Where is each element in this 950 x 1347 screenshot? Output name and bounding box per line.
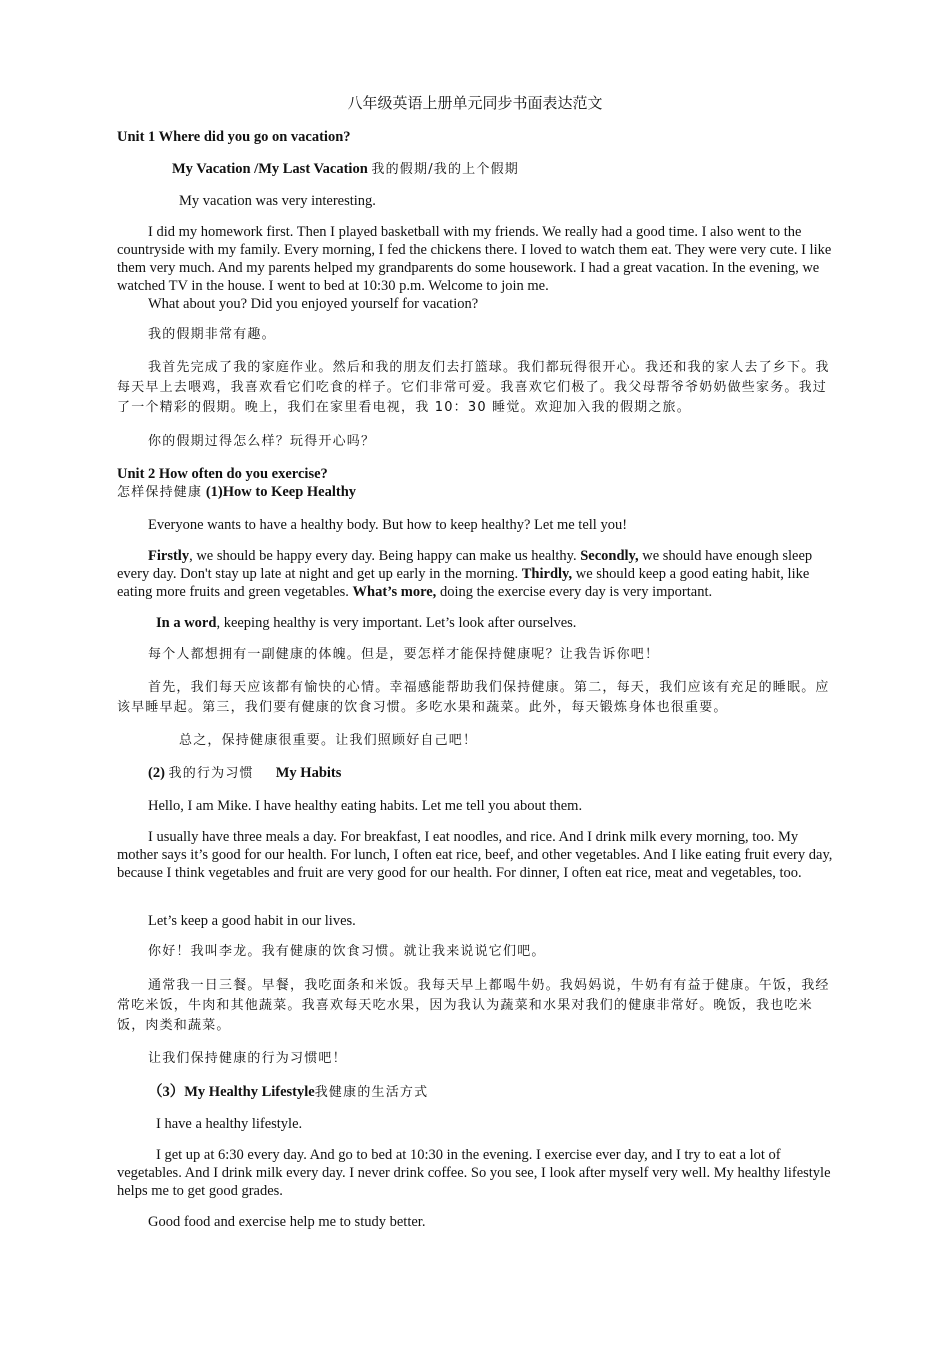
part3-p1: I have a healthy lifestyle. [156,1116,303,1132]
document-title: 八年级英语上册单元同步书面表达范文 [347,94,603,112]
unit2-part1-title [117,483,835,503]
part3-p2: I get up at 6:30 every day. And go to bed at 10:30 in the evening. I exercise ever day, and I try to eat a lot of vegetables. And I drink milk every day. I never drink coffee. So you see, I look after myself very well. My healthy lifestyle helps me to get good grades. [117,1147,831,1199]
part1-p2 [117,547,835,601]
part3-p3: Good food and exercise help me to study better. [148,1214,426,1230]
unit2-heading: Unit 2 How often do you exercise? [117,466,328,482]
word-in-a-word: In a word [156,615,217,631]
part1-p3 [156,614,836,632]
part1-title-zh: 怎样保持健康 [117,485,203,500]
part1-zh1: 每个人都想拥有一副健康的体魄。但是，要怎样才能保持健康呢？让我告诉你吧！ [148,647,660,662]
word-firstly: Firstly [148,548,190,564]
part2-p1: Hello, I am Mike. I have healthy eating habits. Let me tell you about them. [148,798,583,814]
part2-title-zh: 我的行为习惯 [168,766,254,781]
unit1-zh-intro: 我的假期非常有趣。 [148,327,276,342]
word-thirdly: Thirdly, [521,566,573,582]
part1-zh2: 首先，我们每天应该都有愉快的心情。幸福感能帮助我们保持健康。第二，每天，我们应该有充足的睡眠。应该早睡早起。第三，我们要有健康的饮食习惯。多吃水果和蔬菜。此外，每天锻炼身体也很重要。 [117,680,830,715]
unit1-zh-closing: 你的假期过得怎么样？玩得开心吗？ [148,434,376,449]
unit1-closing: What about you? Did you enjoyed yourself for vacation? [148,296,479,312]
unit1-heading: Unit 1 Where did you go on vacation? [117,129,351,145]
word-secondly: Secondly, [580,548,639,564]
part1-text-2: we should have enough sleep every day. Don't stay up late at night and get up early in the morning. [117,548,813,582]
part1-text-1: , we should be happy every day. Being happy can make us healthy. [189,548,581,564]
unit2-part3-title [148,1083,828,1103]
part1-text-4: doing the exercise every day is very important. [436,584,713,600]
part3-title-en: My Healthy Lifestyle [184,1084,315,1100]
part2-num: (2) [148,765,165,781]
unit1-subtitle-zh: 我的假期/我的上个假期 [371,162,519,177]
word-whats-more: What’s more, [352,584,437,600]
unit1-body: I did my homework first. Then I played basketball with my friends. We really had a good time. I also went to the countryside with my family. Every morning, I fed the chickens there. I loved to watch them eat. They were very cute. I like them very much. And my parents helped my grandparents do some housework. I had a great vacation. In the evening, we watched TV in the house. I went to bed at 10:30 p.m. Welcome to join me. [117,224,832,294]
part2-title-en: My Habits [275,765,342,781]
unit1-zh-body: 我首先完成了我的家庭作业。然后和我的朋友们去打篮球。我们都玩得很开心。我还和我的家人去了乡下。我每天早上去喂鸡，我喜欢看它们吃食的样子。它们非常可爱。我喜欢它们极了。我父母帮爷爷奶奶做些家务。我过了一个精彩的假期。晚上，我们在家里看电视，我 10：30 睡觉。欢迎加入我的假期之旅。 [117,360,830,415]
part3-num: （3） [148,1084,185,1100]
part2-zh2: 通常我一日三餐。早餐，我吃面条和米饭。我每天早上都喝牛奶。我妈妈说，牛奶有有益于健康。午饭，我经常吃米饭，牛肉和其他蔬菜。我喜欢每天吃水果，因为我认为蔬菜和水果对我们的健康非常好。晚饭，我也吃米饭，肉类和蔬菜。 [117,978,830,1033]
unit2-part2-title [148,764,828,784]
part2-zh3: 让我们保持健康的行为习惯吧！ [148,1051,347,1066]
part2-zh1: 你好！我叫李龙。我有健康的饮食习惯。就让我来说说它们吧。 [148,944,546,959]
part1-zh3: 总之，保持健康很重要。让我们照顾好自己吧！ [179,733,478,748]
unit1-subtitle [172,160,832,180]
part2-p3: Let’s keep a good habit in our lives. [148,913,356,929]
unit1-intro: My vacation was very interesting. [179,193,376,209]
part1-p1: Everyone wants to have a healthy body. But how to keep healthy? Let me tell you! [148,517,628,533]
part1-title-en: (1)How to Keep Healthy [205,484,357,500]
part1-text-5: , keeping healthy is very important. Let’s look after ourselves. [216,615,577,631]
part2-p2: I usually have three meals a day. For breakfast, I eat noodles, and rice. And I drink milk every morning, too. My mother says it’s good for our health. For lunch, I often eat rice, beef, and other vegetables. And I like eating fruit every day, because I think vegetables and fruit are very good for our health. For dinner, I often eat rice, meat and vegetables, too. [117,829,833,881]
unit1-subtitle-en: My Vacation /My Last Vacation [172,161,368,177]
part3-title-zh: 我健康的生活方式 [314,1085,429,1100]
part1-text-3: we should keep a good eating habit, like eating more fruits and green vegetables. [117,566,810,600]
